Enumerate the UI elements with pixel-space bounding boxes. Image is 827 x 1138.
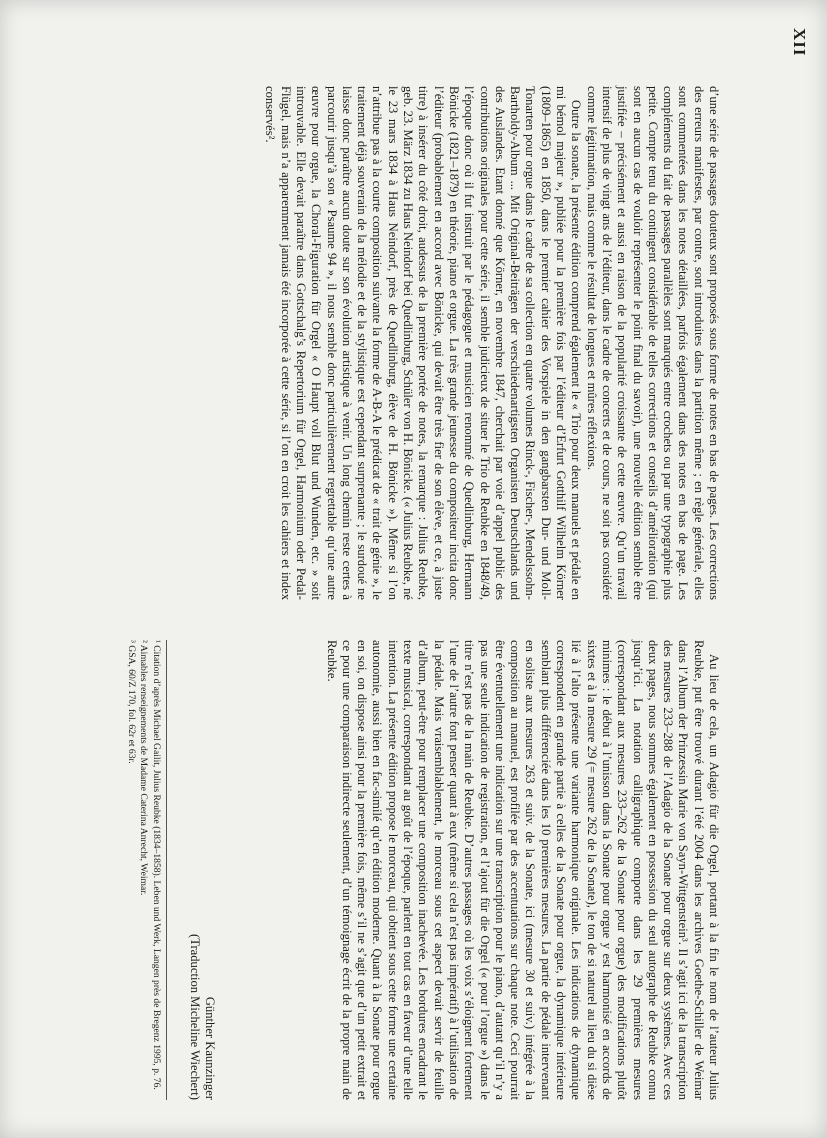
page-number: XII [790,28,809,57]
signature-block [187,640,217,1100]
footnote: ³ GSA, 60/Z 170, fol. 62r et 63r. [125,640,137,764]
footnote: ¹ Citation d’après Michael Gailit, Julius Reubke (1834–1858). Leben und Werk, Langen près de Bregenz 1995, p. 76. [151,640,162,1090]
author-name: Günther Kaunzinger [203,996,217,1100]
translator-credit: (Traduction Micheline Wiechert) [188,934,202,1100]
footnotes [124,640,167,1100]
right-column [161,640,721,1100]
paragraph: d’une série de passages douteux sont proposés sous forme de notes en bas de pages. Les corrections des erreurs manifestes, par contre, sont introduites dans la partition même ; en règle générale, elles sont commentées dans les notes détaillées, parfois également dans des notes en bas de page. Les compléments du fait de passages parallèles sont marqués entre crochets ou par une typographie plus petite. Compte tenu du contingent considérable de telles corrections et conseils d’amélioration (qui sont en aucun cas de vouloir représenter le point final du savoir), une nouvelle édition semble être justifiée – précisément et aussi en raison de la popularité croissante de cette œuvre. Qu’un travail intensif de plus de vingt ans de l’éditeur, dans le cadre de concerts et de cours, ne soit pas considéré comme légitimation, mais comme le résultat de longues et mûres réflexions. [584,86,721,600]
paragraph: Outre la sonate, la présente édition comprend également le « Trio pour deux manuels et pédale en mi bémol majeur », publiée pour la première fois par l’éditeur d’Erfurt Gotthilf Wilhelm Körner (1809–1865) en 1850, dans le premier cahier des Vorspiele in den gangbarsten Dur- und Moll-Tonarten pour orgue dans le cadre de sa collection en quatre volumes Rinck-, Fischer-, Mendelssohn-Bartholdy-Album ... Mit Original-Beiträgen der verschiedenartigsten Organisten Deutschlands und des Auslandes. Etant donné que Körner, en novembre 1847, cherchait par voie d’appel public des contributions originales pour cette série, il semble judicieux de situer le Trio de Reubke en 1848/49, l’époque donc où il fut instruit par le pédagogue et musicien renommé de Quedlinburg, Hermann Bönicke (1821–1879) en théorie, piano et orgue. La très grande jeunesse du compositeur incita donc l’éditeur (probablement en accord avec Bönicke, qui devait être très fier de son élève, et ce, à juste titre) à insérer du côté droit, audessus de la première portée de notes, la remarque : Julius Reubke, geb. 23. März 1834 zu Haus Neindorf bei Quedlinburg, Schüler von H. Bönicke. (« Julius Reubke, né le 23 mars 1834 à Haus Neindorf, près de Quedlinburg, élève de H. Bönicke »). Même si l’on n’attribue pas à la courte composition suivante la forme de A-B-A le prédicat de « trait de génie », le traitement déjà souverain de la mélodie et de la stylistique est cependant surprenante ; le surdoué ne laisse donc paraître aucun doute sur son évolution artistique à venir. Un long chemin reste certes à parcourir jusqu’à son « Psaume 94 », il nous semble donc particulièrement regrettable qu’une autre œuvre pour orgue, la Choral-Figuration für Orgel « O Haupt voll Blut und Wunden, etc. » soit introuvable. Elle devait paraître dans Gottschalg’s Repertorium für Orgel, Harmonium oder Pedal-Flügel, mais n’a apparemment jamais été incorporée à cette série, si l’on en croit les cahiers et index conservés². [263,86,584,600]
left-column [81,86,721,600]
footnote: ² Aimables renseignements de Madame Caterina Anrecht, Weimar. [138,640,150,896]
paragraph: Au lieu de cela, un Adagio für die Orgel, portant à la fin le nom de l’auteur Julius Reubke, put être trouvé durant l’été 2004 dans les archives Goethe-Schiller de Weimar dans l’Album der Prinzessin Marie von Sayn-Wittgenstein³. Il s’agit ici de la transcription des mesures 233–288 de l’Adagio de la Sonate pour orgue sur deux systèmes. Avec ces deux pages, nous sommes également en possession du seul autographe de Reubke connu jusqu’ici. La notation calligraphique comporte dans les 29 premières mesures (correspondant aux mesures 233–262 de la Sonate pour orgue) des modifications plutôt minimes : le début à l’unisson dans la Sonate pour orgue y est harmonisé en accords de sixtes et à la mesure 29 (= mesure 262 de la Sonate), le ton de si naturel au lieu du si dièse lié à l’alto présente une variante harmonique originale. Les indications de dynamique correspondent en grande partie à celles de la Sonate pour orgue, la dynamique intérieure semblant plus différenciée dans les 10 premières mesures. La partie de pédale intervenant en soliste aux mesures 263 et suiv. de la Sonate, ici (mesure 30 et suiv.) intégrée à la composition au manuel, est profilée par des accentuations sur chaque note. Ceci pourrait être éventuellement une indication sur une transcription pour le piano, d’autant qu’il n’y a pas une seule indication de registration, et l’ajout für die Orgel (« pour l’orgue ») dans le titre n’est pas de la main de Reubke. D’autres passages où les voix s’éloignent fortement l’une de l’autre font penser quant à eux (même si cela n’est pas impératif) à l’utilisation de la pédale. Mais vraisemblablement, le morceau sous cet aspect devait servir de feuille d’album, peut-être pour remplacer une composition inachevée. Les bordures encadrant le texte musical, correspondant au goût de l’époque, parlent en tout cas en faveur d’une telle intention. La présente édition propose le morceau, qui obtient sous cette forme une certaine autonomie, aussi bien en fac-similé qu’en édition moderne. Quant à la Sonate pour orgue en soi, on dispose ainsi pour la première fois, même s’il ne s’agit que d’un petit extrait et ce pour une comparaison indirecte seulement, d’un témoignage écrit de la propre main de Reubke. [324,640,721,1100]
